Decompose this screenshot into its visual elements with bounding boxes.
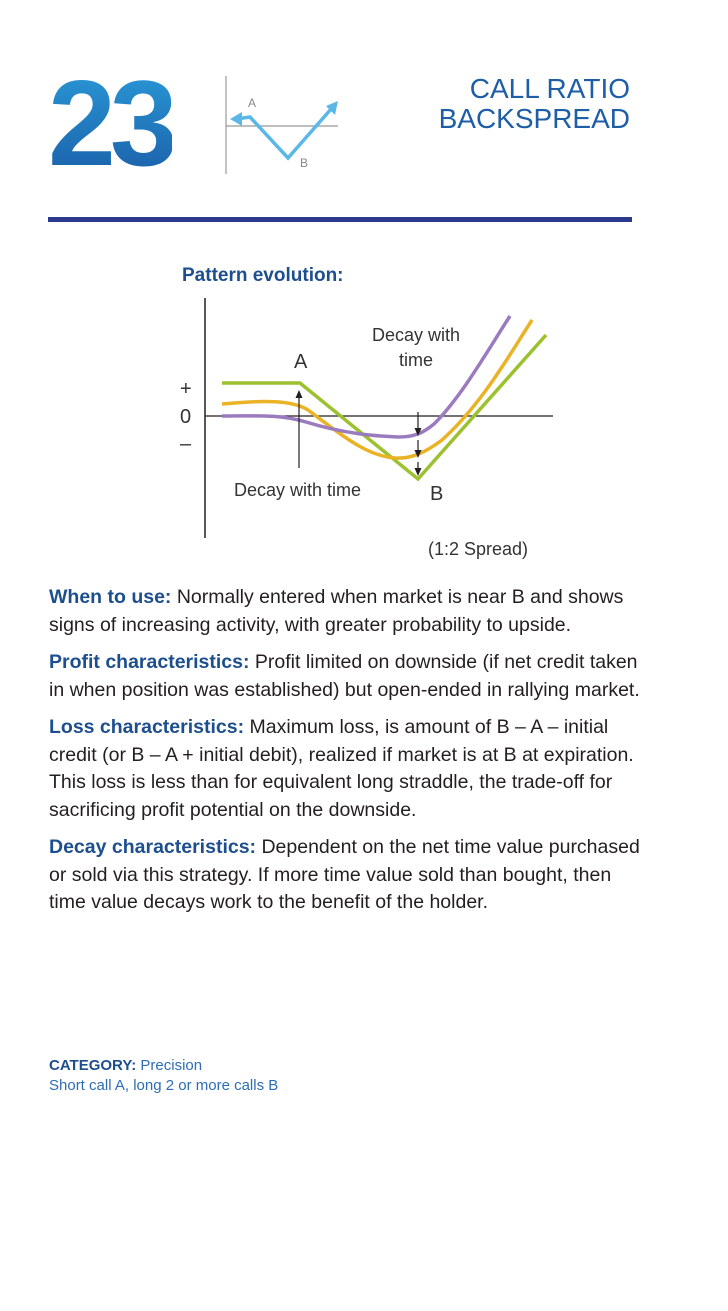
decay-paragraph [49,834,649,917]
mini-label-b: B [300,156,309,170]
section-label: Profit characteristics: [49,651,250,673]
category-line [49,1056,278,1076]
section-text: Dependent on the net time value purchased or sold via this strategy. If more time value sold than bought, then time value decays work to the benefit of the holder. [49,836,640,913]
category-label: CATEGORY: [49,1057,137,1074]
section-text: Profit limited on downside (if net credit taken in when position was established) but open-ended in rallying market. [49,651,640,701]
pattern-evolution-diagram [160,292,580,562]
description [49,584,649,927]
mini-payoff-line [236,108,332,158]
strategy-title [439,74,630,134]
diagram-label-a: A [294,351,308,373]
section-label: Loss characteristics: [49,716,245,738]
early-payoff-line [222,316,510,437]
mini-label-a: A [248,96,257,110]
category-block [49,1056,278,1096]
diagram-heading: Pattern evolution: [182,265,344,286]
section-text: Maximum loss, is amount of B – A – initial credit (or B – A + initial debit), realized if market is at B at expiration. This loss is less than for equivalent long straddle, the trade-off for sacrificing profit potential on the downside. [49,716,634,821]
section-label: Decay characteristics: [49,836,257,858]
header-divider [48,217,632,222]
y-zero-label: 0 [180,406,192,428]
y-plus-label: + [180,378,192,400]
decay-label-bottom: Decay with time [234,480,362,500]
when-to-use-paragraph [49,584,649,639]
title-line-1: CALL RATIO [469,73,630,104]
section-label: When to use: [49,586,172,608]
category-value: Precision [140,1057,203,1074]
strategy-number: 23 [48,55,172,191]
title-line-2: BACKSPREAD [438,103,630,134]
decay-arrow-a-head [296,390,303,398]
mini-arrow-left [230,112,242,126]
diagram-label-b: B [430,483,444,505]
category-description: Short call A, long 2 or more calls B [49,1077,279,1094]
decay-label-top-1: Decay with [371,325,461,345]
section-text: Normally entered when market is near B and shows signs of increasing activity, with greater probability to upside. [49,586,624,636]
payoff-mini-icon [222,76,352,176]
spread-note: (1:2 Spread) [428,539,529,559]
decay-label-top-2: time [398,350,434,370]
loss-paragraph [49,714,649,824]
y-minus-label: – [180,433,192,455]
profit-paragraph [49,649,649,704]
